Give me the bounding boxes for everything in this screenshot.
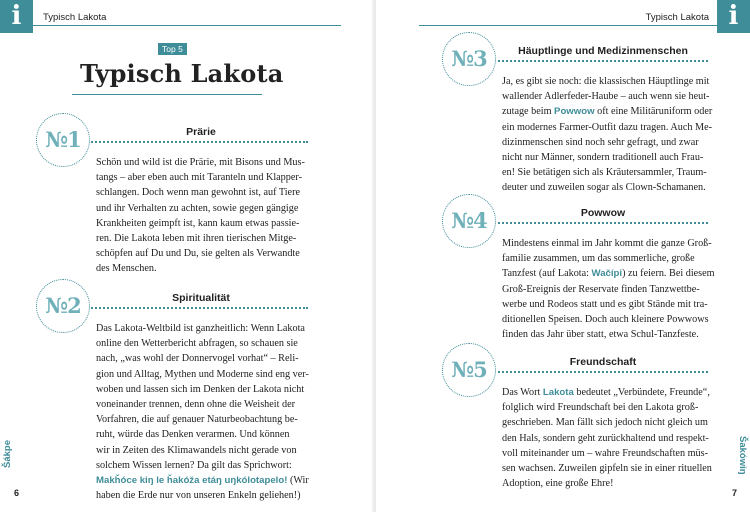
body-line: online den Wetterbericht abfragen, so schauen sie: [96, 338, 298, 350]
page-number: 7: [731, 488, 737, 498]
section-number-badge: №4: [442, 194, 496, 248]
body-line-tail: ) zu feiern. Bei diesem: [622, 268, 715, 280]
info-icon: i: [0, 0, 33, 33]
section-heading: Freundschaft: [569, 356, 637, 368]
body-line: [96, 473, 318, 488]
body-line: wallender Adlerfeder-Haube – auch wenn sie heut-: [502, 91, 710, 103]
side-tab-label: Šákpe: [2, 440, 13, 468]
body-line: den Hals, sondern geht zurückhaltend und respekt-: [502, 432, 709, 444]
body-line: Groß-Ereignis der Reservate finden Tanzwettbe-: [502, 283, 700, 295]
section-heading: Powwow: [580, 207, 626, 219]
section-body: [502, 385, 724, 491]
dotted-rule: [494, 60, 708, 62]
section-number-badge: №5: [442, 343, 496, 397]
section-heading: Spiritualität: [172, 292, 230, 304]
body-line: dizinmenschen sind noch sehr gefragt, und zwar: [502, 136, 699, 148]
body-line: Ja, es gibt sie noch: die klassischen Häuptlinge mit: [502, 76, 710, 87]
dotted-rule: [88, 141, 308, 143]
wacipi-term: Wačípi: [591, 268, 623, 280]
dotted-rule: [494, 222, 708, 224]
side-tab-label: Šakówiŋ: [737, 436, 748, 475]
page-title: Typisch Lakota: [80, 59, 284, 88]
lakota-proverb: Makȟóce kiŋ le ȟakóža etáŋ uŋkólotapelo!: [96, 475, 288, 487]
body-line: werbe und Rodeos statt und es gibt Stände mit tra-: [502, 298, 708, 310]
section-heading: Prärie: [186, 126, 216, 138]
page-number: 6: [14, 488, 20, 498]
running-header: Typisch Lakota: [645, 12, 709, 23]
section-number-badge: №1: [36, 113, 90, 167]
body-line: sen wachsen. Zuweilen gipfeln sie in einer rituellen: [502, 463, 712, 475]
body-line: ren. Die Lakota leben mit ihren tierischen Mitge-: [96, 233, 297, 245]
body-line: en! Sie betätigen sich als Kräutersammler, Traum-: [502, 167, 707, 179]
body-line: Das Lakota-Weltbild ist ganzheitlich: Wenn Lakota: [96, 323, 305, 334]
body-line: nach, „was wohl der Donnervogel vorhat“ – Reli-: [96, 353, 299, 365]
body-line: schöpfen auf Du und Du, sie gelten als Verwandte: [96, 248, 300, 260]
body-line: tangs – aber eben auch mit Taranteln und Klapper-: [96, 172, 302, 184]
running-header: Typisch Lakota: [43, 12, 107, 23]
body-line: [502, 266, 724, 281]
body-line: Adoption, eine große Ehre!: [502, 478, 614, 490]
body-line: voll miteinander um – wahre Freundschaften müs-: [502, 447, 708, 459]
body-line-head: Das Wort: [502, 387, 543, 398]
header-rule: [419, 25, 717, 26]
right-page: [376, 0, 750, 512]
body-line: gion und Alltag, Mythen und Moderne sind eng ver-: [96, 368, 309, 380]
body-line: schlangen. Doch wenn man gewohnt ist, auf Tiere: [96, 187, 300, 199]
body-line: haben die Erde nur von unseren Enkeln geliehen!): [96, 490, 301, 502]
body-line: deuter und zuweilen sogar als Clown-Schamanen.: [502, 182, 706, 194]
body-line: Krankheiten geimpft ist, kann kaum etwas passie-: [96, 217, 300, 229]
header-rule: [33, 25, 341, 26]
section-body: [96, 321, 318, 503]
body-line: ein modernes Farmer-Outfit dazu tragen. Auch Me-: [502, 121, 712, 133]
left-page: [0, 0, 374, 512]
section-number-badge: №2: [36, 279, 90, 333]
dotted-rule: [88, 307, 308, 309]
body-line-tail: bedeutet „Verbündete, Freunde“,: [576, 387, 710, 398]
body-line: und ihr Verhalten zu achten, sowie gegen gängige: [96, 202, 299, 214]
body-line: Vorfahren, die auf genauer Naturbeobachtung be-: [96, 414, 298, 426]
body-line: ruht, würde das Denken verarmen. Und können: [96, 429, 290, 441]
body-line: Schön und wild ist die Prärie, mit Bisons und Mus-: [96, 157, 305, 168]
powwow-term: Powwow: [554, 106, 595, 118]
top-badge: Top 5: [158, 43, 187, 55]
info-icon: i: [717, 0, 750, 33]
body-line: woben und lassen sich im Denken der Lakota nicht: [96, 383, 305, 395]
body-line: Mindestens einmal im Jahr kommt die ganze Groß-: [502, 238, 712, 249]
body-line-tail: (Wir: [289, 475, 309, 487]
lakota-term: Lakota: [542, 387, 574, 398]
body-line: ditionellen Speisen. Doch auch kleinere Powwows: [502, 314, 709, 326]
dotted-rule: [494, 371, 708, 373]
section-body: [502, 236, 724, 342]
section-body: [96, 155, 318, 277]
body-line: solchem Wissen lernen? Da gilt das Sprichwort:: [96, 459, 292, 471]
body-line: des Menschen.: [96, 263, 157, 275]
body-line: nicht nur Männer, sondern traditionell auch Frau-: [502, 152, 704, 164]
title-rule: [72, 94, 262, 95]
section-body: [502, 74, 724, 196]
body-line: folglich wird Freundschaft bei den Lakota groß-: [502, 402, 699, 414]
body-line: [502, 385, 724, 400]
body-line-tail: oft eine Militäruniform oder: [597, 106, 713, 118]
body-line-head: zutage beim: [502, 106, 555, 118]
body-line-head: Tanzfest (auf Lakota:: [502, 268, 592, 280]
body-line: geschrieben. Man fällt sich jedoch nicht gleich um: [502, 417, 708, 429]
body-line: finden das Jahr über statt, etwa Schul-Tanzfeste.: [502, 329, 699, 341]
section-number-badge: №3: [442, 32, 496, 86]
body-line: voneinander trennen, denn ohne die Weisheit der: [96, 399, 295, 411]
body-line: [502, 104, 724, 119]
section-heading: Häuptlinge und Medizinmenschen: [518, 45, 688, 57]
body-line: familie zusammen, um das sommerliche, große: [502, 253, 695, 265]
body-line: wir in Zeiten des Klimawandels nicht gerade von: [96, 444, 297, 456]
